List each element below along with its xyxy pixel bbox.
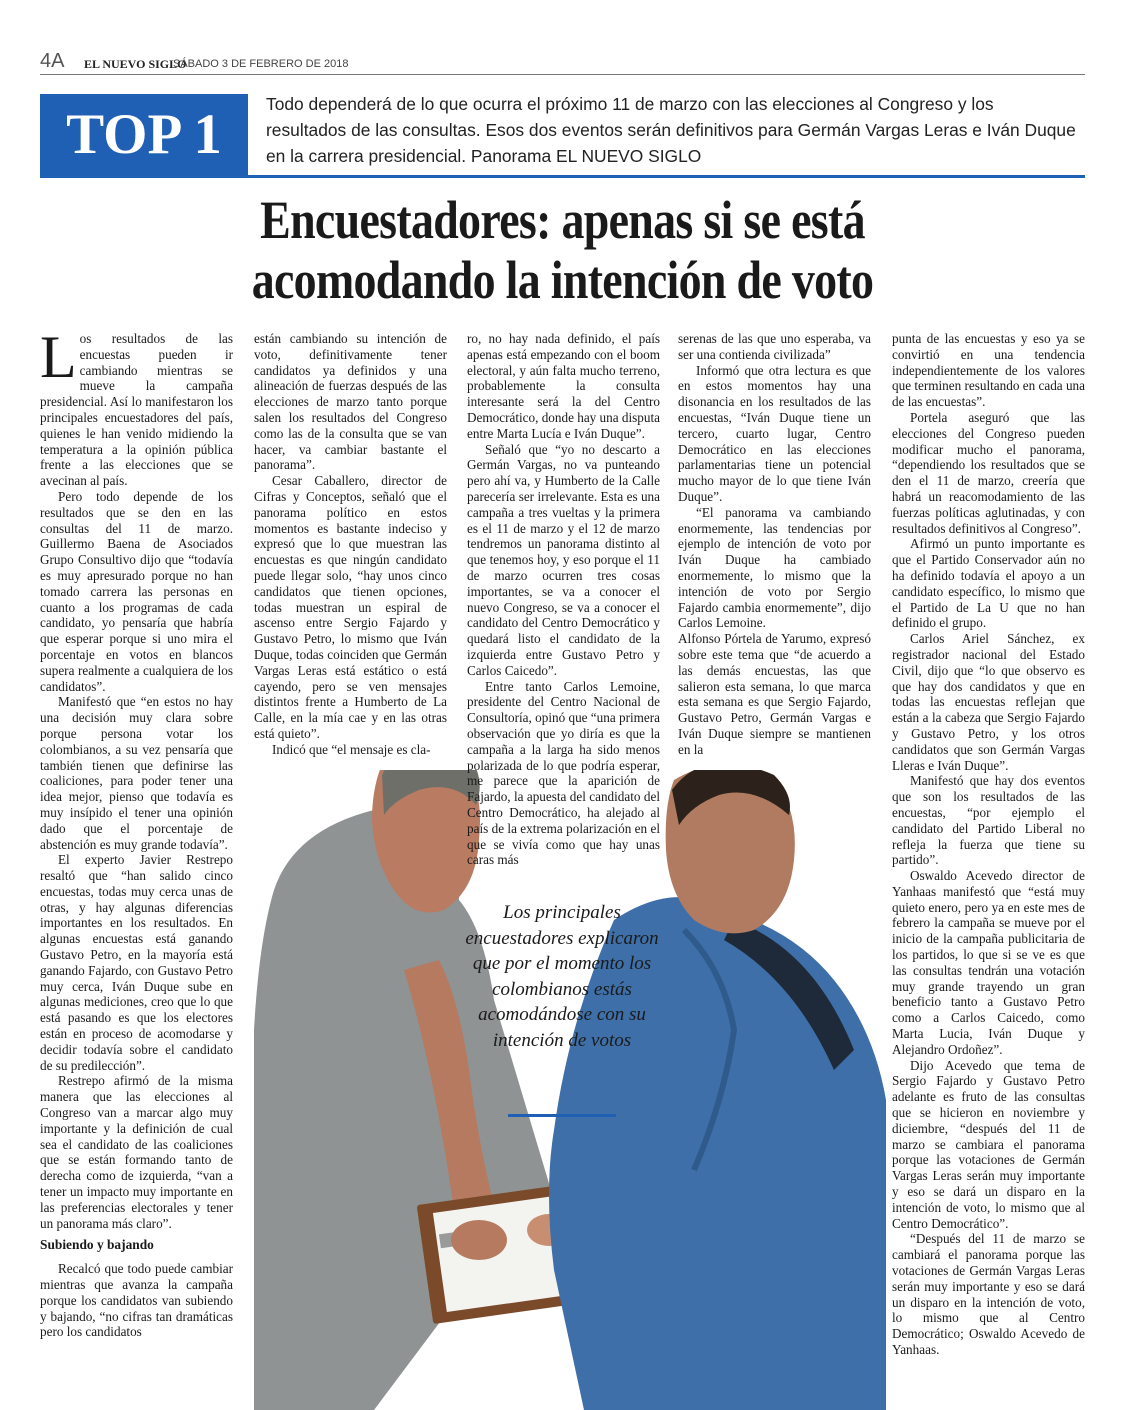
article-paragraph: “El panorama va cambiando enormemente, las tendencias por ejemplo de intención de voto por Iván Duque ha cambiado enormemente, lo mismo que la intención de voto por Sergio Fajardo cambia enormemente”, dijo Carlos Lemoine. (678, 504, 871, 631)
section-intro: Todo dependerá de lo que ocurra el próximo 11 de marzo con las elecciones al Congreso y los resultados de las consultas. Esos dos eventos serán definitivos para Germán Vargas Leras e Iván Duque en la carrera presidencial. Panorama EL NUEVO SIGLO (266, 94, 1076, 166)
article-paragraph: Dijo Acevedo que tema de Sergio Fajardo y Gustavo Petro adelante es fruto de las consultas que se hicieron en noviembre y diciembre, “después del 11 de marzo se cambiara el panorama porque las votaciones de Germán Vargas Leras serán muy importante y eso se dará un disparo en la intención de voto, lo mismo que al Centro Democrático”. (892, 1057, 1085, 1231)
article-paragraph: Pero todo depende de los resultados que se den en las consultas del 11 de marzo. Guillermo Baena de Asociados Grupo Consultivo dijo que “todavía es muy apresurado porque no han tomado carrera las personas en cuanto a los programas de cada candidato, yo pensaría que habría que esperar porque si uno mira el porcentaje en votos en blancos supera realmente a cualquiera de los candidatos”. (40, 488, 233, 694)
article-paragraph: Alfonso Pórtela de Yarumo, expresó sobre este tema que “de acuerdo a las demás encuestas, las que salieron esta semana, lo que marca esta semana es que Sergio Fajardo, Gustavo Petro, Germán Vargas e Iván Duque siempre se mantienen en la (678, 631, 871, 757)
drop-cap: L (40, 324, 77, 390)
article-column-5 (892, 331, 1085, 1358)
pull-quote-rule (508, 1114, 616, 1117)
newspaper-name: EL NUEVO SIGLO (84, 57, 187, 71)
article-column-2 (254, 331, 447, 758)
article-paragraph: Portela aseguró que las elecciones del Congreso pueden modificar mucho el panorama, “dependiendo los resultados que se den el 11 de marzo, creería que habrá un reacomodamiento de las fuerzas políticas aglutinadas, y con resultados definitivos al Congreso”. (892, 409, 1085, 536)
article-paragraph: Oswaldo Acevedo director de Yanhaas manifestó que “está muy quieto enero, pero ya en este mes de febrero la campaña se mueve por el inicio de la campaña publicitaria de los partidos, lo que si se ve es que las consultas tendrán una votación muy grande trayendo un gran beneficio tanto a Gustavo Petro como a Carlos Caicedo, como Marta Lucia, Iván Duque y Alejandro Ordoñez”. (892, 868, 1085, 1057)
article-paragraph: Entre tanto Carlos Lemoine, presidente del Centro Nacional de Consultoría, opinó que “una primera observación que yo diría es que la campaña a la larga ha sido menos polarizada de lo que podría esperar, me parece que la aparición de Fajardo, la apuesta del candidato del Centro Democrático, ha alejado al país de la extrema polarización en el que se vivía como que hay unas caras más (467, 678, 661, 868)
article-column-3 (467, 331, 660, 868)
article-paragraph: Señaló que “yo no descarto a Germán Vargas, no va punteando pero ahí va, y Humberto de la Calle parecería ser irrelevante. Esta es una campaña a tres vueltas y la primera es el 11 de marzo y el 12 de marzo tendremos un panorama distinto al que tenemos hoy, y eso porque el 11 de marzo ocurren tres cosas importantes, se va a conocer el nuevo Congreso, se va a conocer el candidato del Centro Democrático y quedará listo el candidato de la izquierda entre Gustavo Petro y Carlos Caicedo”. (467, 441, 660, 678)
masthead-rule (40, 74, 1085, 75)
publication-date: SÁBADO 3 DE FEBRERO DE 2018 (173, 58, 349, 70)
article-paragraph: serenas de las que uno esperaba, va ser una contienda civilizada” (678, 331, 871, 362)
article-paragraph: ro, no hay nada definido, el país apenas está empezando con el boom electoral, y aún falta mucho terreno, probablemente la consulta interesante será la del Centro Democrático, donde hay una disputa entre Marta Lucía e Iván Duque”. (467, 331, 660, 441)
article-column-1 (40, 324, 233, 1340)
photo-hands (451, 1220, 507, 1260)
article-paragraph: Recalcó que todo puede cambiar mientras que avanza la campaña porque los candidatos van subiendo y bajando, “no cifras tan dramáticas pero los candidatos (40, 1261, 233, 1340)
pull-quote: Los principales encuestadores explicaron que por el momento los colombianos estás acomodándose con su intención de votos (465, 902, 659, 1051)
article-paragraph: Cesar Caballero, director de Cifras y Conceptos, señaló que el panorama político en estos momentos es bastante indeciso y expresó que lo que muestran las encuestas es que ningún candidato puede llegar solo, “hay unos cinco candidatos que tienen opciones, todas muestran un espiral de ascenso entre Sergio Fajardo y Gustavo Petro, lo mismo que Iván Duque, todas coinciden que Germán Vargas Leras está estático o está cayendo, pero se ven mensajes distintos frente a Humberto de La Calle, en la mía cae y en las otras está quieto”. (254, 473, 447, 741)
headline-line-1: Encuestadores: apenas si se está (260, 190, 865, 250)
article-paragraph: Manifestó que “en estos no hay una decisión muy clara sobre porque persona votar los colombianos, a su vez pensaría que también tienen que definirse las coaliciones, para poder tener una idea mejor, pienso que todavía es muy insípido el tener una opinión dado que el porcentaje de abstención es muy grande todavía”. (40, 694, 233, 852)
subhead: Subiendo y bajando (40, 1237, 154, 1253)
article-paragraph: están cambiando su intención de voto, definitivamente tener candidatos ya definidos y una alineación de fuerzas después de las elecciones de marzo tanto porque salen los resultados del Congreso como las de la consulta que se van hacer, va cambiar bastante el panorama”. (254, 331, 447, 473)
article-paragraph: Carlos Ariel Sánchez, ex registrador nacional del Estado Civil, dijo que “lo que observo es que hay dos candidatos y que en todas las encuestas reflejan que están a la cabeza que Sergio Fajardo y Gustavo Petro, y los otros candidatos que son Germán Vargas Lleras e Iván Duque”. (892, 631, 1085, 773)
article-paragraph: El experto Javier Restrepo resaltó que “han salido cinco encuestas, todas muy cerca unas de otras, y hay algunas diferencias importantes en los resultados. En algunas encuestas está ganando Gustavo Petro, en la mayoría está ganando Fajardo, con Gustavo Petro muy cerca, Iván Duque sube en algunas mediciones, creo que lo que está pasando es que los electores están en proceso de acomodarse y decidir todavía sobre el candidato de su predilección”. (40, 852, 233, 1073)
section-badge: TOP 1 (40, 94, 248, 176)
article-paragraph: Manifestó que hay dos eventos que son los resultados de las encuestas, “por ejemplo el candidato del Partido Liberal no refleja la fuerza que tiene su partido”. (892, 773, 1085, 868)
article-paragraph: Restrepo afirmó de la misma manera que las elecciones al Congreso van a marcar algo muy importante y la definición de cual sea el candidato de las coaliciones que se están formando tanto de derecha como de izquierda, “van a tener un impacto muy importante en las preferencias electorales y tener un panorama más claro”. (40, 1073, 233, 1231)
headline-line-2: acomodando la intención de voto (251, 250, 874, 310)
article-paragraph: “Después del 11 de marzo se cambiará el panorama porque las votaciones de Germán Vargas Leras serán muy importante y eso se dará un disparo en la intención de voto, lo mismo que al Centro Democrático; Oswaldo Acevedo de Yanhaas. (892, 1231, 1085, 1357)
article-column-4 (678, 331, 871, 758)
article-paragraph: punta de las encuestas y eso ya se convirtió en una tendencia independientemente de los valores que terminen resultando en cada una de las encuestas”. (892, 331, 1085, 410)
masthead (40, 50, 1085, 76)
article-paragraph: Informó que otra lectura es que en estos momentos hay una disonancia en los resultados de las encuestas, “Iván Duque tiene un tercero, cuarto lugar, Centro Democrático en las elecciones parlamentarias tiene un potencial mucho mayor de lo que tiene Iván Duque”. (678, 362, 871, 504)
article-paragraph: Afirmó un punto importante es que el Partido Conservador aún no ha definido todavía el apoyo a un candidato específico, lo mismo que el Partido de La U que no han definido el grupo. (892, 536, 1085, 631)
page-number: 4A (40, 50, 65, 72)
section-rule (40, 175, 1085, 178)
article-paragraph: Indicó que “el mensaje es cla- (272, 741, 431, 757)
headline (118, 190, 1006, 310)
article-paragraph: Los resultados de las encuestas pueden ir cambiando mientras se mueve la campaña presidencial. Así lo manifestaron los principales encuestadores del país, quienes le han venido midiendo la temperatura a la opinión pública frente a las elecciones que se avecinan al país. (40, 324, 233, 489)
